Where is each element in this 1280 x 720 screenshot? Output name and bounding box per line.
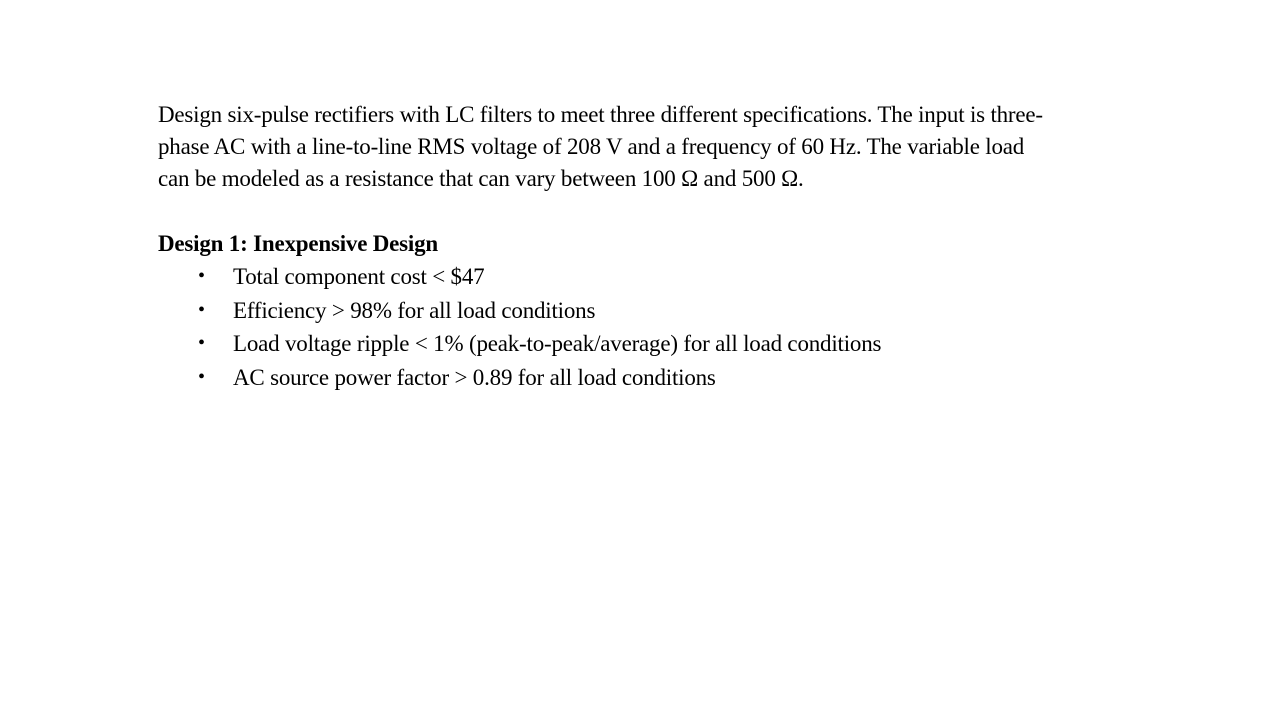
design-1-heading: Design 1: Inexpensive Design [158,231,439,256]
list-item [158,327,1158,361]
bullet-icon: • [198,365,205,388]
intro-line-1: Design six-pulse rectifiers with LC filters to meet three different specifications. The input is three- [158,102,1043,127]
design-1-requirements-list [158,260,1158,394]
list-item [158,260,1158,294]
bullet-icon: • [198,298,205,321]
intro-line-2: phase AC with a line-to-line RMS voltage of 208 V and a frequency of 60 Hz. The variable load [158,134,1025,159]
list-item [158,361,1158,395]
requirement-cost: Total component cost < $47 [233,264,485,289]
bullet-icon: • [198,265,205,287]
list-item [158,294,1158,328]
requirement-ripple: Load voltage ripple < 1% (peak-to-peak/average) for all load conditions [233,331,882,356]
requirement-power-factor: AC source power factor > 0.89 for all load conditions [233,364,716,390]
bullet-icon: • [198,332,205,354]
document-content [158,99,1158,394]
intro-paragraph [158,99,1158,195]
requirement-efficiency: Efficiency > 98% for all load conditions [233,297,596,323]
intro-line-3: can be modeled as a resistance that can vary between 100 Ω and 500 Ω. [158,166,804,191]
